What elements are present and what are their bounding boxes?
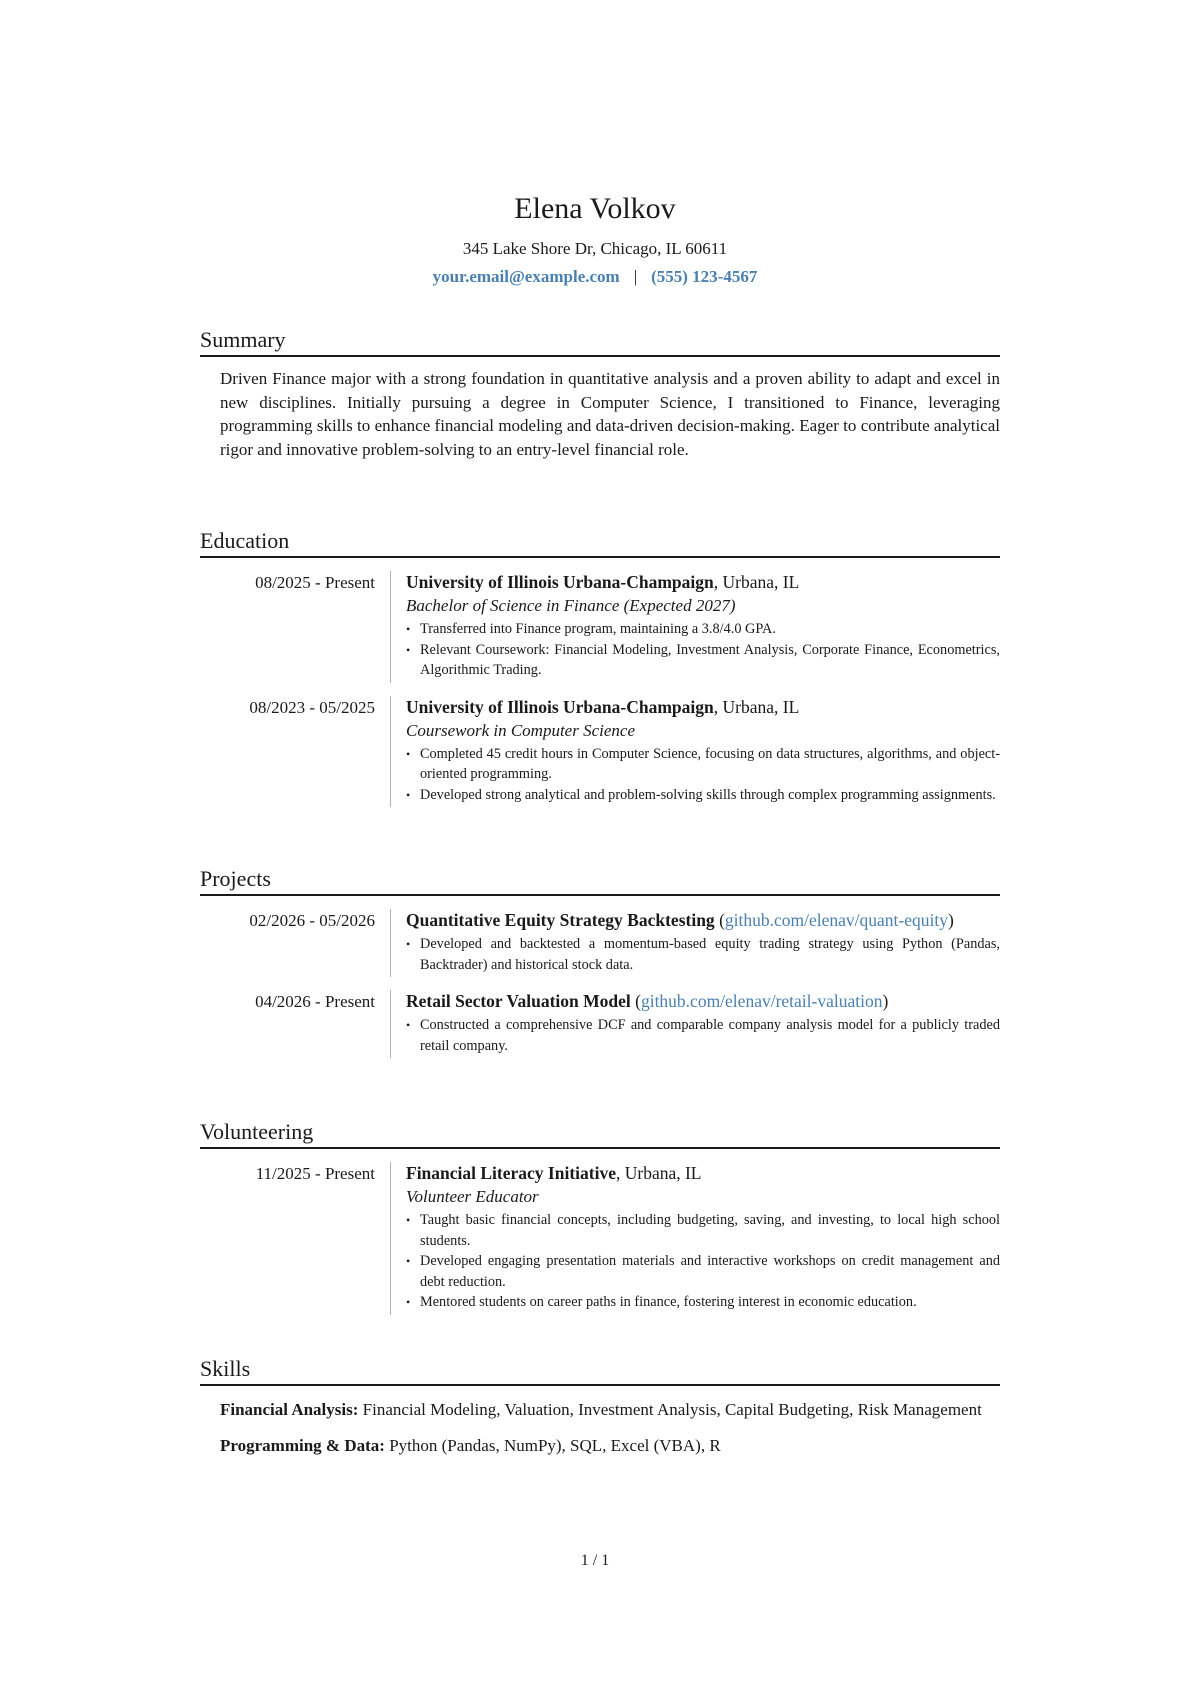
projects-section — [200, 865, 1000, 1058]
bullet-item: • Mentored students on career paths in finance, fostering interest in economic education. — [406, 1292, 1000, 1313]
project-entry — [200, 909, 1000, 977]
open-paren: ( — [714, 910, 725, 930]
entry-title — [406, 990, 1000, 1013]
entry-content — [390, 571, 1000, 683]
summary-section — [200, 326, 1000, 461]
institution-name: University of Illinois Urbana-Champaign — [406, 572, 714, 592]
summary-text: Driven Finance major with a strong foundation in quantitative analysis and a proven ability to adapt and excel in new disciplines. Initially pursuing a degree in Computer Science, I transitioned to Finance, leveraging programming skills to enhance financial modeling and data-driven decision-making. Eager to contribute analytical rigor and innovative problem-solving to an entry-level financial role. — [220, 369, 1000, 459]
bullet-list — [406, 619, 1000, 681]
bullet-item: • Developed and backtested a momentum-based equity trading strategy using Python (Pandas, Backtrader) and historical stock data. — [406, 934, 1000, 975]
skill-line — [220, 1434, 1000, 1458]
bullet-list — [406, 1210, 1000, 1313]
section-title-skills: Skills — [200, 1355, 1000, 1386]
contact-separator: | — [633, 267, 638, 286]
education-entry — [200, 571, 1000, 683]
organization-name: Financial Literacy Initiative — [406, 1163, 616, 1183]
entry-date: 08/2025 - Present — [255, 573, 375, 592]
entry-title — [406, 909, 1000, 932]
contact-line — [0, 266, 1190, 288]
project-link[interactable]: github.com/elenav/quant-equity — [724, 910, 948, 930]
entry-content — [390, 696, 1000, 808]
skills-list — [220, 1398, 1000, 1457]
degree: Bachelor of Science in Finance (Expected 2027) — [406, 596, 736, 615]
bullet-item: • Developed strong analytical and problem-solving skills through complex programming assignments. — [406, 785, 1000, 806]
project-name: Quantitative Equity Strategy Backtesting — [406, 910, 715, 930]
entry-date: 02/2026 - 05/2026 — [249, 911, 375, 930]
bullet-item: • Completed 45 credit hours in Computer Science, focusing on data structures, algorithms, and object-oriented programming. — [406, 744, 1000, 785]
entry-date: 11/2025 - Present — [255, 1164, 375, 1183]
skill-label: Programming & Data: — [220, 1435, 385, 1455]
skills-section — [200, 1355, 1000, 1469]
entry-title — [406, 571, 1000, 594]
role: Volunteer Educator — [406, 1187, 539, 1206]
organization-location: , Urbana, IL — [615, 1163, 702, 1183]
close-paren: ) — [882, 991, 889, 1011]
section-title-education: Education — [200, 527, 1000, 558]
entry-title — [406, 696, 1000, 719]
bullet-item: • Constructed a comprehensive DCF and comparable company analysis model for a publicly traded retail company. — [406, 1015, 1000, 1056]
bullet-list — [406, 1015, 1000, 1056]
page-number: 1 / 1 — [580, 1552, 610, 1569]
section-title-volunteering: Volunteering — [200, 1118, 1000, 1149]
bullet-list — [406, 744, 1000, 806]
education-entry — [200, 696, 1000, 808]
open-paren: ( — [630, 991, 641, 1011]
project-name: Retail Sector Valuation Model — [406, 991, 631, 1011]
entry-content — [390, 990, 1000, 1058]
volunteering-entry — [200, 1162, 1000, 1315]
entry-content — [390, 909, 1000, 977]
bullet-item: • Relevant Coursework: Financial Modeling, Investment Analysis, Corporate Finance, Econometrics, Algorithmic Trading. — [406, 640, 1000, 681]
institution-location: , Urbana, IL — [713, 696, 800, 717]
phone-link[interactable]: (555) 123-4567 — [651, 267, 758, 286]
skill-value: Financial Modeling, Valuation, Investment Analysis, Capital Budgeting, Risk Management — [358, 1400, 982, 1419]
resume-header — [0, 190, 1190, 288]
project-link[interactable]: github.com/elenav/retail-valuation — [640, 991, 883, 1011]
project-entry — [200, 990, 1000, 1058]
entry-date: 04/2026 - Present — [255, 992, 375, 1011]
section-title-summary: Summary — [200, 326, 1000, 357]
bullet-list — [406, 934, 1000, 975]
education-section — [200, 527, 1000, 807]
close-paren: ) — [947, 910, 954, 930]
skill-line — [220, 1398, 1000, 1422]
bullet-item: • Developed engaging presentation materials and interactive workshops on credit management and debt reduction. — [406, 1251, 1000, 1292]
bullet-item: • Transferred into Finance program, maintaining a 3.8/4.0 GPA. — [406, 619, 1000, 640]
skill-label: Financial Analysis: — [220, 1400, 359, 1419]
institution-name: University of Illinois Urbana-Champaign — [406, 696, 714, 717]
entry-date: 08/2023 - 05/2025 — [249, 697, 375, 717]
bullet-item: • Taught basic financial concepts, including budgeting, saving, and investing, to local high school students. — [406, 1210, 1000, 1251]
entry-content — [390, 1162, 1000, 1315]
section-title-projects: Projects — [200, 865, 1000, 896]
institution-location: , Urbana, IL — [713, 572, 800, 592]
skill-value: Python (Pandas, NumPy), SQL, Excel (VBA), R — [384, 1435, 721, 1455]
degree: Coursework in Computer Science — [406, 720, 635, 740]
entry-title — [406, 1162, 1000, 1185]
email-link[interactable]: your.email@example.com — [432, 267, 620, 286]
address: 345 Lake Shore Dr, Chicago, IL 60611 — [462, 239, 728, 258]
volunteering-section — [200, 1118, 1000, 1315]
candidate-name: Elena Volkov — [514, 192, 676, 225]
